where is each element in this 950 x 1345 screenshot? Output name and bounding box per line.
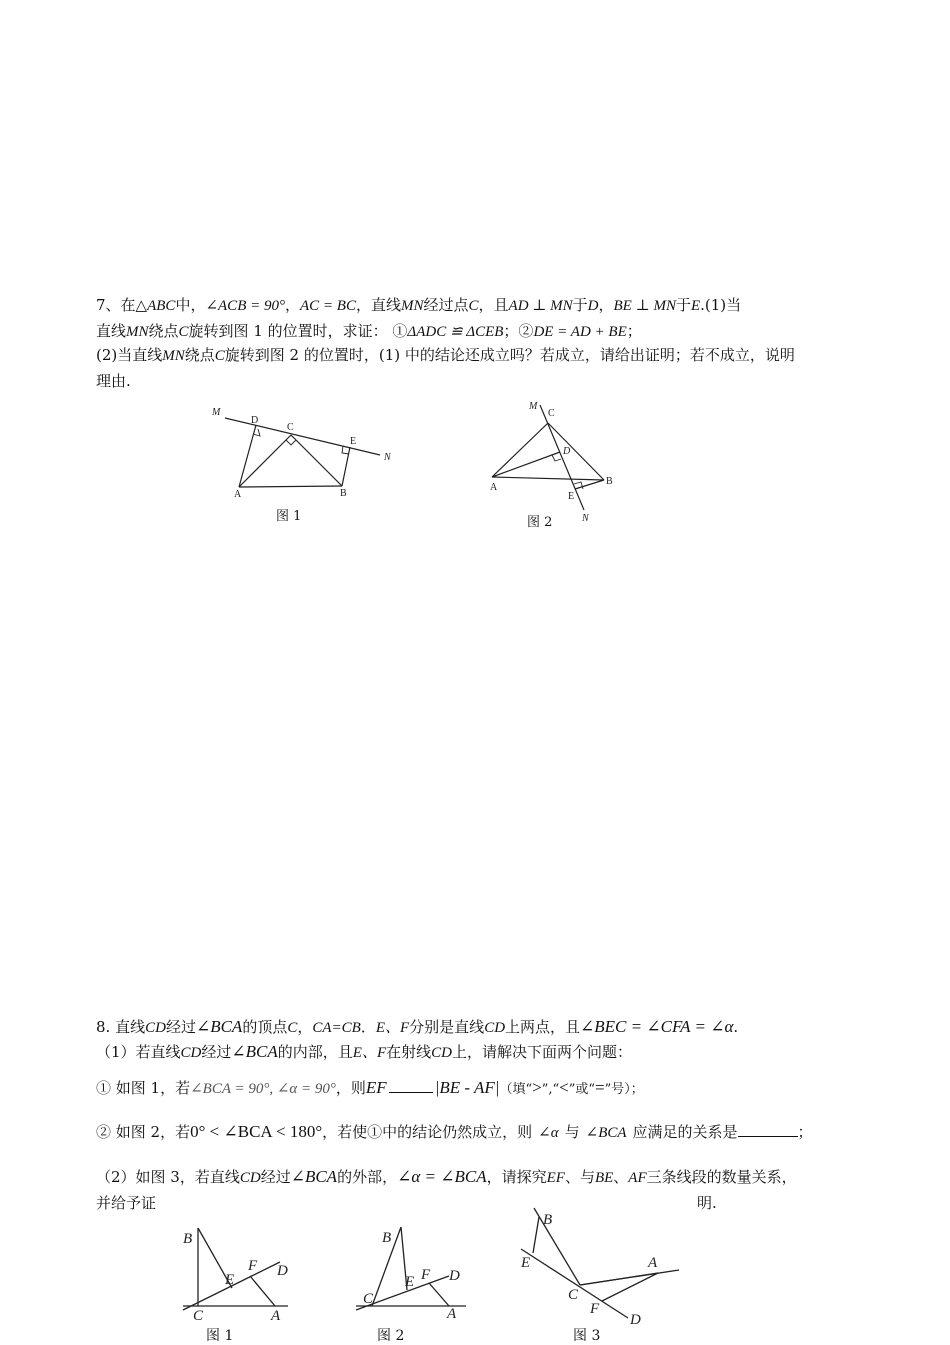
q8f3-label-c: C xyxy=(568,1287,579,1303)
q7f2-seg-ab xyxy=(492,477,604,480)
q8-math: C xyxy=(287,1020,298,1036)
q8f2-label-e: E xyxy=(405,1274,415,1290)
q7-text: 绕点 xyxy=(184,346,215,364)
q7f2-label-d: D xyxy=(563,446,571,457)
q7f1-seg-ac xyxy=(239,435,291,487)
q8-text: ，若使①中的结论仍然成立，则 xyxy=(322,1123,533,1141)
q8-text: ； xyxy=(797,1123,813,1141)
q8f2-label-d: D xyxy=(449,1268,460,1284)
q8-text: 经过 xyxy=(165,1018,196,1036)
q8-math: CD xyxy=(145,1020,166,1036)
q7-math: MN xyxy=(126,324,149,340)
q8-text: ． xyxy=(360,1018,376,1036)
q8-figure-1 xyxy=(183,1228,288,1310)
q8-math: EF xyxy=(546,1170,565,1186)
q7f2-label-m: M xyxy=(529,401,538,412)
q8-math: E、F xyxy=(352,1045,387,1061)
q7f1-line-mn xyxy=(225,418,380,455)
q8-text: 明. xyxy=(697,1194,717,1212)
q7-text: ，且 xyxy=(478,296,509,314)
q7f1-seg-ab xyxy=(239,486,342,487)
q7-math: DE = AD + BE xyxy=(533,324,627,340)
q7-text: ；② xyxy=(503,322,534,340)
q8-figure-3 xyxy=(521,1208,679,1318)
q7f1-label-c: C xyxy=(287,422,294,433)
q8-text: ② 如图 2，若 xyxy=(96,1123,191,1141)
q8-math: ∠BCA xyxy=(585,1125,627,1141)
q8-fig3-caption: 图 3 xyxy=(573,1328,601,1344)
q8-text: 三条线段的数量关系， xyxy=(646,1168,797,1186)
q7-text: 中， xyxy=(175,296,206,314)
q7-math: C xyxy=(214,348,225,364)
q7-math: ΔADC ≌ ΔCEB xyxy=(407,324,504,340)
q7f2-right-angle-d xyxy=(552,455,561,461)
q8-line-1 xyxy=(96,1016,738,1039)
q8-math: |BE - AF| xyxy=(434,1078,500,1097)
q8f3-label-b: B xyxy=(543,1212,553,1228)
q7f2-label-a: A xyxy=(490,482,498,493)
q8-text: 在射线 xyxy=(386,1043,432,1061)
q8-answer-line xyxy=(389,1082,433,1093)
q8f3-seg-be xyxy=(533,1217,539,1253)
q7-math: ∠ACB = 90° xyxy=(205,298,285,314)
q7f1-seg-cb xyxy=(291,435,342,486)
q7f2-label-c: C xyxy=(548,408,555,419)
q8f1-line-cd xyxy=(183,1262,280,1310)
q8f3-label-e: E xyxy=(521,1255,531,1271)
q8-math: ∠BCA = 90°, ∠α = 90° xyxy=(190,1081,336,1097)
q8-math: CD xyxy=(180,1045,202,1061)
q7-fig1-caption: 图 1 xyxy=(276,509,302,524)
q7f1-label-d: D xyxy=(251,415,259,426)
q8f1-label-d: D xyxy=(277,1263,288,1279)
q7-text: 7、在△ xyxy=(96,296,148,314)
q7f2-line-mn xyxy=(540,405,584,510)
q7f1-label-a: A xyxy=(234,489,242,500)
q7-math: MN xyxy=(162,348,185,364)
q8f2-line-cd xyxy=(356,1276,449,1310)
q7f1-seg-ad xyxy=(239,425,256,487)
q7-math: C xyxy=(178,324,189,340)
q7f2-seg-be xyxy=(575,480,604,489)
q7-text: 于 xyxy=(572,296,588,314)
q8-text: 与 xyxy=(564,1123,580,1141)
q7f1-label-m: M xyxy=(212,407,221,418)
q7f1-seg-be xyxy=(342,447,350,486)
q8-text: 的外部， xyxy=(337,1168,398,1186)
q8-math: ∠BCA xyxy=(195,1017,243,1036)
q8-math: EF xyxy=(365,1078,387,1097)
q8-math: CD xyxy=(239,1170,261,1186)
q8-text: 经过 xyxy=(260,1168,291,1186)
q8f3-seg-ca2 xyxy=(580,1273,658,1285)
q7f1-label-e: E xyxy=(350,436,357,447)
q8-math: 0° < ∠BCA < 180° xyxy=(190,1122,323,1141)
q8f1-label-e: E xyxy=(225,1272,235,1288)
q7-line-4 xyxy=(96,370,131,392)
q8-math: AF xyxy=(628,1170,647,1186)
q7f1-right-angle-d xyxy=(253,429,260,436)
q7f2-seg-cb xyxy=(548,423,604,480)
q8-text: 上两点，且 xyxy=(505,1018,581,1036)
q7-text: 直线 xyxy=(96,322,127,340)
q8f3-seg-ca xyxy=(580,1270,679,1285)
q8-text: 并给予证 xyxy=(96,1194,157,1212)
q7f2-label-e: E xyxy=(568,491,575,502)
q7-math: AD ⊥ MN xyxy=(508,298,573,314)
q8f2-label-c: C xyxy=(363,1291,374,1307)
q7-math: BE ⊥ MN xyxy=(613,298,676,314)
q8-text: 应满足的关系是 xyxy=(632,1123,738,1141)
q8-text: 8. 直线 xyxy=(96,1018,146,1036)
q8-math: > xyxy=(532,1078,542,1097)
q8-text: 的顶点 xyxy=(242,1018,288,1036)
q8-math: ∠BEC = ∠CFA = ∠α xyxy=(580,1017,734,1036)
q8-text: （1）若直线 xyxy=(96,1043,181,1061)
q8f2-label-a: A xyxy=(447,1306,457,1322)
q8-math: CA=CB xyxy=(312,1020,361,1036)
q7-math: D xyxy=(587,298,599,314)
q7f2-seg-ad xyxy=(492,452,560,477)
q7-math: C xyxy=(468,298,479,314)
q7-line-1 xyxy=(96,294,741,317)
q7-fig2-caption: 图 2 xyxy=(527,515,553,530)
q8-text: （2）如图 3，若直线 xyxy=(96,1168,240,1186)
q7-text: ， xyxy=(598,296,614,314)
q8f2-seg-cb xyxy=(372,1227,401,1306)
q8f1-label-c: C xyxy=(193,1308,204,1324)
q7-text: 旋转到图 2 的位置时，(1) 中的结论还成立吗？若成立，请给出证明；若不成立，说明 xyxy=(224,346,795,364)
q8-text: 、 xyxy=(613,1168,629,1186)
q7f2-label-b: B xyxy=(606,476,613,487)
q8-text: 、与 xyxy=(564,1168,595,1186)
q8-text: ”或“ xyxy=(568,1082,596,1097)
q7f2-right-angle-e xyxy=(574,482,583,489)
q8-math: < xyxy=(559,1078,569,1097)
q7-text: 于 xyxy=(675,296,691,314)
q8-fig1-caption: 图 1 xyxy=(206,1328,234,1344)
q8-answer-blank[interactable] xyxy=(738,1120,798,1137)
q8-text: 分别是直线 xyxy=(409,1018,485,1036)
q7-text: 绕点 xyxy=(148,322,179,340)
q8f3-label-d: D xyxy=(630,1312,641,1328)
q7-math: MN xyxy=(400,298,424,314)
q7f2-label-n: N xyxy=(582,513,589,524)
q8f3-seg-cb xyxy=(534,1208,580,1285)
q8f2-seg-be xyxy=(401,1227,407,1290)
q8-text: （填“ xyxy=(499,1082,533,1097)
q8-math: E、F xyxy=(375,1020,410,1036)
q8-math: ∠α xyxy=(538,1125,559,1141)
q8-text: ”,“ xyxy=(541,1082,560,1097)
q8f1-seg-fa xyxy=(250,1276,275,1306)
q7-text: ，直线 xyxy=(355,296,401,314)
q8-text: 上，请解决下面两个问题： xyxy=(451,1043,632,1061)
q8-figure-2 xyxy=(356,1227,466,1310)
q8-text: ”号）； xyxy=(604,1082,644,1097)
q7-math: ABC xyxy=(147,298,176,314)
q8-text: ，请探究 xyxy=(486,1168,547,1186)
q8-text: ，则 xyxy=(335,1079,366,1097)
q8f3-line-cd xyxy=(521,1249,628,1318)
q8f1-label-b: B xyxy=(183,1231,193,1247)
q8-math: CD xyxy=(431,1045,452,1061)
q7f1-right-angle-e xyxy=(342,446,349,454)
q7-math: AC = BC xyxy=(300,298,356,314)
q8f3-label-f: F xyxy=(590,1301,600,1317)
q7-text: 理由. xyxy=(96,372,131,390)
q7-text: 经过点 xyxy=(423,296,469,314)
q8-math: BE xyxy=(594,1170,614,1186)
q8f1-label-a: A xyxy=(271,1308,281,1324)
q7f1-label-b: B xyxy=(340,488,347,499)
q8f2-seg-fa xyxy=(429,1283,449,1306)
q8-text: 的内部，且 xyxy=(277,1043,353,1061)
q8-math: ∠BCA xyxy=(290,1167,338,1186)
q8-math: = xyxy=(595,1078,605,1097)
q7-math: E xyxy=(690,298,701,314)
q8-line-4 xyxy=(96,1118,813,1147)
q8-text: . xyxy=(733,1018,739,1036)
q8f2-label-f: F xyxy=(421,1267,431,1283)
q7f1-label-n: N xyxy=(384,452,391,463)
q8-line-6b xyxy=(697,1192,717,1214)
q8-line-6a xyxy=(96,1192,156,1214)
q7-text: .(1)当 xyxy=(700,296,742,314)
q8-text: ， xyxy=(297,1018,313,1036)
q8-math: CD xyxy=(484,1020,506,1036)
q8f1-label-f: F xyxy=(248,1258,258,1274)
q8-math: ∠BCA xyxy=(231,1042,278,1061)
q8-line-3 xyxy=(96,1074,644,1104)
q8-line-2 xyxy=(96,1041,632,1064)
q8f1-seg-be xyxy=(198,1228,235,1288)
q8-math: ∠α = ∠BCA xyxy=(397,1167,487,1186)
q7-line-2 xyxy=(96,320,642,343)
q8f3-seg-af xyxy=(602,1273,658,1301)
q7-text: (2)当直线 xyxy=(96,346,163,364)
q7-text: ， xyxy=(284,296,300,314)
q7f1-right-angle-c xyxy=(286,440,296,445)
q7-text: ； xyxy=(626,322,642,340)
q8-fig2-caption: 图 2 xyxy=(377,1328,405,1344)
q8f2-label-b: B xyxy=(382,1230,392,1246)
q8-line-5 xyxy=(96,1164,797,1191)
q7-line-3 xyxy=(96,344,795,367)
q8-text: ① 如图 1，若 xyxy=(96,1079,191,1097)
q7-text: 旋转到图 1 的位置时，求证： ① xyxy=(188,322,408,340)
q8f3-label-a: A xyxy=(648,1255,658,1271)
q7f2-seg-ca xyxy=(492,423,548,477)
q8-text: 经过 xyxy=(201,1043,232,1061)
